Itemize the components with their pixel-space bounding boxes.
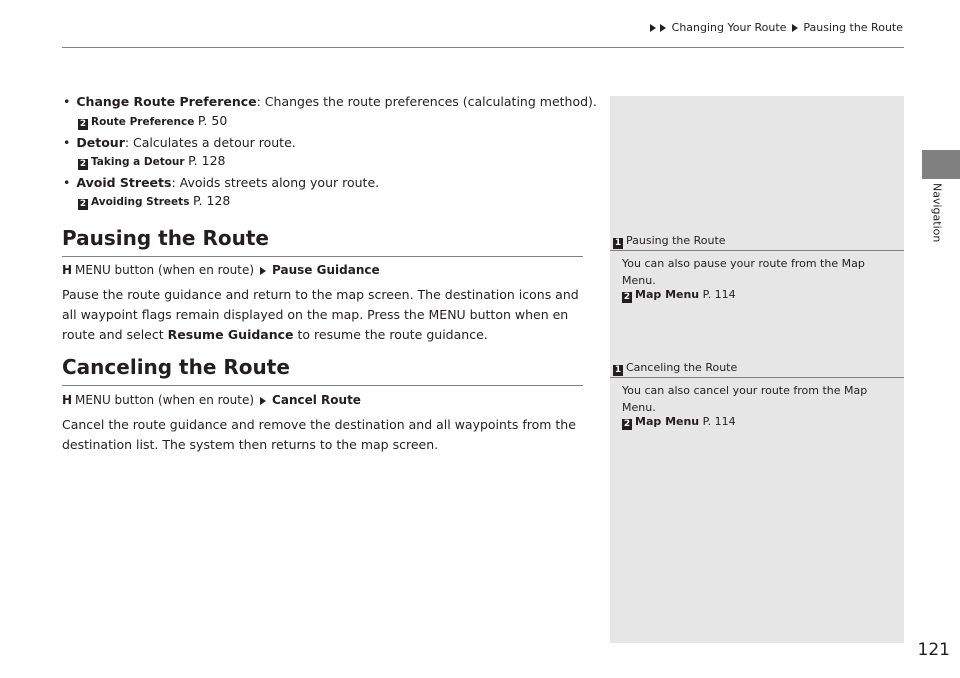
note-title-text: Canceling the Route — [626, 361, 738, 374]
menu-path-target: Cancel Route — [272, 393, 361, 407]
breadcrumb-parent[interactable]: Changing Your Route — [671, 21, 787, 34]
body-text: Pause the route guidance and return to the map screen. The destination icons and all waypoint flags remain displayed on the map. Press the MENU button when en route and select — [62, 287, 579, 342]
side-tab-marker — [922, 150, 960, 179]
ref-page: P. 114 — [702, 288, 736, 301]
menu-path-target: Pause Guidance — [272, 263, 380, 277]
section-body — [62, 415, 587, 455]
home-button-icon: H — [62, 393, 73, 407]
note-divider — [610, 377, 904, 378]
note-reference[interactable] — [622, 415, 736, 430]
bullet-desc: : Calculates a detour route. — [124, 135, 296, 150]
ref-name: Route Preference — [91, 116, 195, 128]
note-number-icon: 1 — [614, 365, 622, 375]
bullet-item — [63, 94, 597, 109]
reference-icon: 2 — [79, 119, 87, 129]
ref-page: P. 114 — [702, 415, 736, 428]
section-title: Canceling the Route — [62, 355, 290, 379]
ref-name: Avoiding Streets — [91, 196, 190, 208]
bullet-desc: : Changes the route preferences (calculating method). — [256, 94, 597, 109]
menu-path-prefix: MENU button (when en route) — [75, 393, 255, 407]
arrow-right-icon — [260, 397, 266, 405]
body-text: to resume the route guidance. — [293, 327, 488, 342]
ref-page: P. 128 — [188, 153, 226, 168]
bullet-term: Detour — [76, 135, 125, 150]
bullet-dot-icon: • — [63, 175, 71, 190]
page-number: 121 — [917, 640, 950, 660]
note-text: You can also pause your route from the Map Menu. — [622, 257, 865, 287]
cross-reference[interactable] — [78, 153, 226, 170]
ref-name: Map Menu — [635, 415, 700, 428]
reference-icon: 2 — [79, 199, 87, 209]
breadcrumb-current: Pausing the Route — [803, 21, 903, 34]
header-divider — [62, 47, 904, 48]
bullet-dot-icon: • — [63, 94, 71, 109]
menu-path — [62, 263, 380, 277]
bullet-term: Avoid Streets — [76, 175, 172, 190]
home-button-icon: H — [62, 263, 73, 277]
cross-reference[interactable] — [78, 193, 230, 210]
bullet-term: Change Route Preference — [76, 94, 257, 109]
breadcrumb — [640, 21, 903, 34]
note-reference[interactable] — [622, 288, 736, 303]
note-title — [613, 234, 726, 249]
arrow-right-icon — [650, 24, 656, 32]
note-text: You can also cancel your route from the Map Menu. — [622, 384, 868, 414]
ref-page: P. 50 — [197, 113, 228, 128]
reference-icon: 2 — [623, 419, 631, 429]
section-body — [62, 285, 587, 345]
section-title: Pausing the Route — [62, 226, 269, 250]
section-divider — [62, 256, 583, 257]
arrow-right-icon — [792, 24, 798, 32]
ref-page: P. 128 — [192, 193, 231, 208]
arrow-right-icon — [260, 267, 266, 275]
body-text: Cancel the route guidance and remove the destination and all waypoints from the destination list. The system then returns to the map screen. — [62, 417, 576, 452]
menu-path — [62, 393, 361, 407]
note-title — [613, 361, 737, 376]
bullet-item — [63, 135, 583, 150]
menu-path-prefix: MENU button (when en route) — [75, 263, 255, 277]
note-divider — [610, 250, 904, 251]
note-title-text: Pausing the Route — [626, 234, 726, 247]
bullet-dot-icon: • — [63, 135, 71, 150]
side-tab-label: Navigation — [930, 183, 944, 243]
reference-icon: 2 — [79, 159, 87, 169]
ref-name: Map Menu — [635, 288, 700, 301]
arrow-right-icon — [660, 24, 666, 32]
section-divider — [62, 385, 583, 386]
cross-reference[interactable] — [78, 113, 227, 130]
bullet-item — [63, 175, 583, 190]
reference-icon: 2 — [623, 292, 631, 302]
ref-name: Taking a Detour — [91, 156, 185, 168]
body-strong: Resume Guidance — [167, 327, 294, 342]
bullet-desc: : Avoids streets along your route. — [171, 175, 380, 190]
note-number-icon: 1 — [614, 238, 622, 248]
